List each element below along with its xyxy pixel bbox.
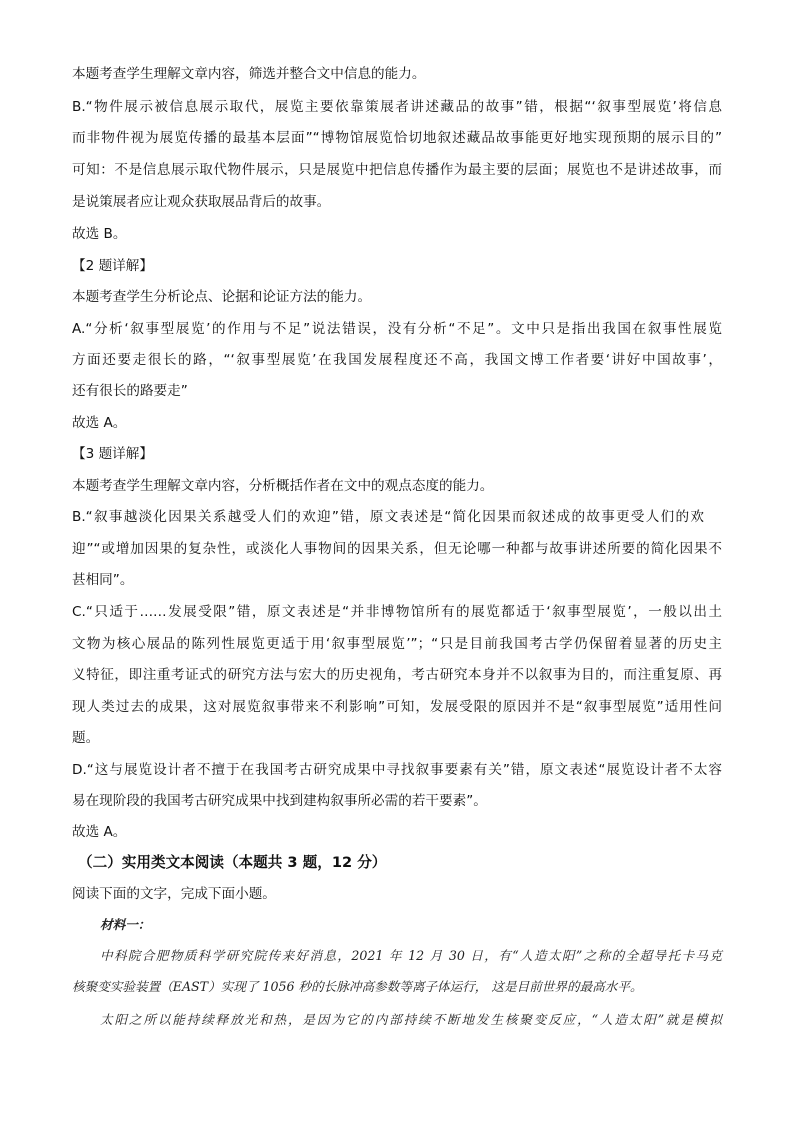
paragraph-line: A.“分析‘叙事型展览’的作用与不足”说法错误，没有分析“不足”。文中只是指出我国在叙事性展览	[72, 321, 722, 337]
section-heading: （二）实用类文本阅读（本题共 3 题，12 分）	[78, 854, 387, 871]
answer-line: 故选 B。	[72, 226, 127, 242]
paragraph-line: B.“叙事越淡化因果关系越受人们的欢迎”错，原文表述是“简化因果而叙述成的故事更受人们的欢	[72, 509, 704, 525]
paragraph-line: 而非物件视为展览传播的最基本层面”“博物馆展览恰切地叙述藏品故事能更好地实现预期的展示目的”	[72, 130, 722, 146]
paragraph-line: 可知：不是信息展示取代物件展示，只是展览中把信息传播作为最主要的层面；展览也不是讲述故事，而	[72, 162, 722, 178]
material-label: 材料一：	[100, 917, 151, 932]
sub-question-heading: 【2 题详解】	[72, 258, 153, 274]
paragraph-line: 文物为核心展品的陈列性展览更适于用‘叙事型展览’”；“只是目前我国考古学仍保留着显著的历史主	[72, 636, 722, 652]
paragraph-line: 易在现阶段的我国考古研究成果中找到建构叙事所必需的若干要素”。	[72, 793, 487, 809]
paragraph-line: 本题考查学生理解文章内容，筛选并整合文中信息的能力。	[72, 66, 426, 82]
answer-line: 故选 A。	[72, 415, 127, 431]
material-line: 太阳之所以能持续释放光和热，是因为它的内部持续不断地发生核聚变反应，“人造太阳”就是模拟	[100, 1012, 722, 1027]
paragraph-line: 迎”“或增加因果的复杂性，或淡化人事物间的因果关系，但无论哪一种都与故事讲述所要的简化因果不	[72, 541, 722, 557]
paragraph-line: 方面还要走很长的路，“‘叙事型展览’在我国发展程度还不高，我国文博工作者要‘讲好中国故事’，	[72, 352, 722, 368]
material-line: 核聚变实验装置（EAST）实现了 1056 秒的长脉冲高参数等离子体运行， 这是目前世界的最高水平。	[72, 979, 643, 994]
paragraph-line: 甚相同”。	[72, 572, 134, 588]
paragraph-line: 现人类过去的成果，这对展览叙事带来不利影响”可知，发展受限的原因并不是“叙事型展览”适用性问	[72, 699, 722, 715]
answer-line: 故选 A。	[72, 824, 127, 840]
instruction-text: 阅读下面的文字，完成下面小题。	[72, 886, 276, 902]
paragraph-line: 义特征，即注重考证式的研究方法与宏大的历史视角，考古研究本身并不以叙事为目的，而注重复原、再	[72, 667, 722, 683]
paragraph-line: 还有很长的路要走”	[72, 383, 188, 399]
paragraph-line: 是说策展者应让观众获取展品背后的故事。	[72, 194, 331, 210]
paragraph-line: B.“物件展示被信息展示取代，展览主要依靠策展者讲述藏品的故事”错，根据“‘叙事型展览’将信息	[72, 99, 722, 115]
material-line: 中科院合肥物质科学研究院传来好消息，2021 年 12 月 30 日，有“人造太阳”之称的全超导托卡马克	[100, 948, 722, 963]
paragraph-line: 题。	[72, 730, 100, 746]
paragraph-line: 本题考查学生分析论点、论据和论证方法的能力。	[72, 289, 372, 305]
paragraph-line: C.“只适于……发展受限”错，原文表述是“并非博物馆所有的展览都适于‘叙事型展览’，一般以出土	[72, 604, 722, 620]
sub-question-heading: 【3 题详解】	[72, 446, 153, 462]
paragraph-line: D.“这与展览设计者不擅于在我国考古研究成果中寻找叙事要素有关”错，原文表述“展览设计者不太容	[72, 762, 722, 778]
paragraph-line: 本题考查学生理解文章内容，分析概括作者在文中的观点态度的能力。	[72, 478, 494, 494]
